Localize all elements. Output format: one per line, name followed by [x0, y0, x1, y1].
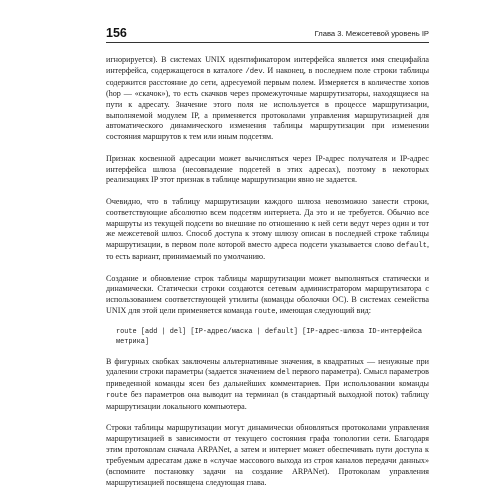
text-run: игнорируется). В системах UNIX идентификатором интерфейса является имя специфайла интерфейса, содержащегося в каталоге [106, 55, 429, 75]
text-run: Признак косвенной адресации может вычисляться через IP-адрес получателя и IP-адрес интерфейса шлюза (несовпадение подсетей в этих адресах), поэтому в некоторых реализациях IP этот признак в таблице маршрутизации явно не задается. [106, 153, 429, 185]
running-header [106, 24, 429, 43]
body-text [106, 55, 429, 489]
text-run: первого параметра). Смысл параметров приведенной команды ясен без дальнейших комментариев. При использовании команды [106, 367, 430, 389]
paragraph [106, 154, 429, 187]
paragraph [106, 274, 429, 319]
text-run: В фигурных скобках заключены альтернативные значения, в квадратных — ненужные при удалении строки параметры (задается значением [106, 356, 429, 377]
paragraph [106, 55, 429, 143]
code-block: route [add | del] [IP-адрес/маска | default] [IP-адрес-шлюза ID-интерфейса метрика] [116, 327, 422, 346]
paragraph [106, 357, 429, 414]
text-run: , имеющая следующий вид: [275, 306, 372, 316]
paragraph [106, 197, 429, 263]
text-run: Создание и обновление строк таблицы маршрутизации может выполняться статически и динамически. Статически строки создаются сетевым администратором маршрутизатора с использованием соответствующей утилиты (команды оболочки ОС). В системах семейства UNIX для этой цели применяется команда [106, 273, 429, 316]
text-run: Строки таблицы маршрутизации могут динамически обновляться протоколами управления маршрутизацией в зависимости от текущего состояния графа топологии сети. Благодаря этим протоколам сначала ARPANet, а затем и интернет может обеспечивать пути доступа к требуемым адресатам даже в «случае массового выхода из строя каналов передачи данных» (вспомните постановку задачи на создание ARPANet). Протоколам управления маршрутизацией посвящена следующая глава. [106, 423, 429, 487]
text-run: без параметров она выводит на терминал (в стандартный выходной поток) таблицу маршрутизации локального компьютера. [106, 390, 429, 412]
text-run: Очевидно, что в таблицу маршрутизации каждого шлюза невозможно занести строки, соответствующие абсолютно всем подсетям интернета. Да это и не требуется. Обычно все маршруты из текущей подсети во внешние по отношению к ней сети ведут через один и тот же межсетевой шлюз. Способ доступа к этому шлюзу описан в последней строке таблицы маршрутизации, в первом поле которой вместо адреса подсети указывается слово [106, 196, 429, 250]
page-number: 156 [106, 26, 127, 40]
inline-code: route [253, 308, 276, 317]
inline-code: default [396, 242, 427, 251]
inline-code: del [277, 369, 290, 378]
chapter-title: Глава 3. Межсетевой уровень IP [314, 29, 429, 38]
text-run: , то есть вариант, принимаемый по умолчанию. [106, 240, 429, 262]
paragraph [106, 423, 429, 488]
text-run: . И наконец, в последнем поле строки таблицы содержится расстояние до сети, адресуемой первым полем. Измеряется в количестве хопов (hop — «скачок»), то есть скачков через промежуточные маршрутизаторы, находящиеся на пути к адресату. Значение этого поля не используется в процессе маршрутизации, выполняемой модулем IP, а применяется протоколами управления маршрутизацией для автоматического динамического изменения таблицы маршрутизации при изменении состояния маршрутов к тем или иным подсетям. [106, 65, 430, 142]
inline-code: route [106, 392, 128, 401]
inline-code: /dev [245, 67, 263, 76]
